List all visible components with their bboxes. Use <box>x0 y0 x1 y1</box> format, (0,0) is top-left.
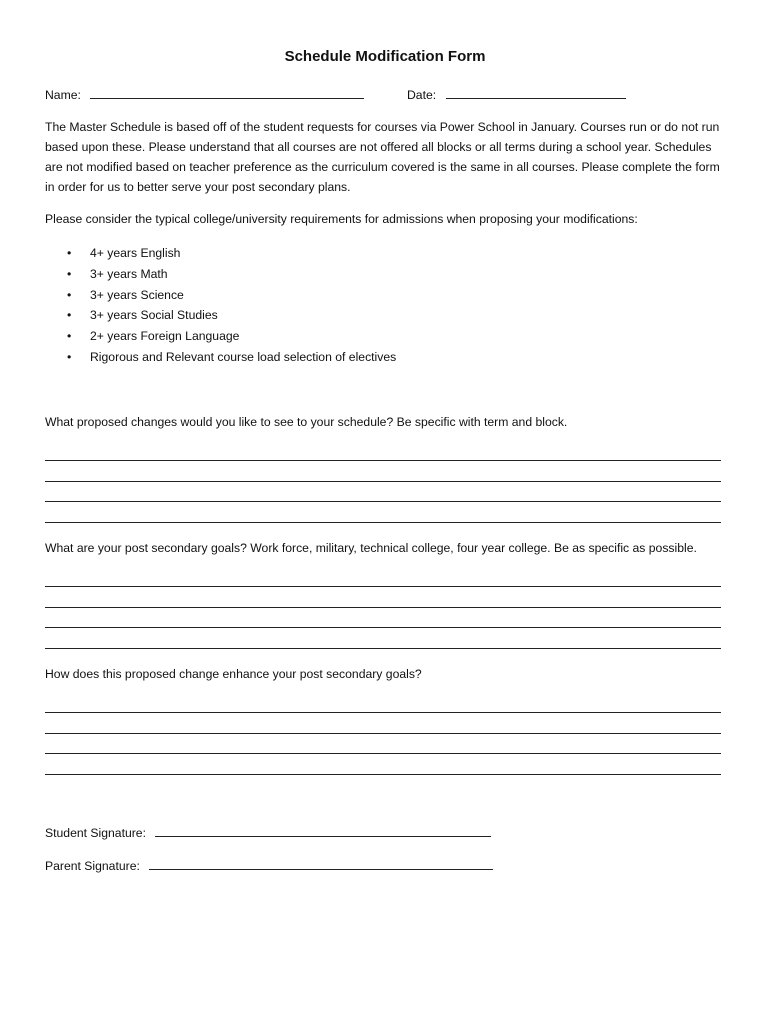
date-label: Date: <box>407 88 437 102</box>
form-title: Schedule Modification Form <box>284 48 486 65</box>
question-3: How does this proposed change enhance your post secondary goals? <box>45 667 422 681</box>
answer-1-line-2[interactable] <box>45 481 721 482</box>
answer-3-line-4[interactable] <box>45 774 721 775</box>
answer-1-line-1[interactable] <box>45 460 721 461</box>
parent-signature-row <box>45 857 493 873</box>
student-signature-field[interactable] <box>155 824 491 837</box>
list-item: • Rigorous and Relevant course load selection of electives <box>45 347 396 368</box>
list-item: • 4+ years English <box>45 243 396 264</box>
name-field[interactable] <box>90 86 364 99</box>
answer-1-line-4[interactable] <box>45 522 721 523</box>
requirements-list <box>45 243 396 368</box>
student-signature-row <box>45 824 491 840</box>
answer-3-line-2[interactable] <box>45 733 721 734</box>
bullet-icon: • <box>67 329 72 344</box>
question-2: What are your post secondary goals? Work force, military, technical college, four year college. Be as specific as possible. <box>45 541 697 555</box>
answer-3-line-1[interactable] <box>45 712 721 713</box>
list-item: • 3+ years Science <box>45 285 396 306</box>
name-field-row <box>45 86 364 102</box>
date-field[interactable] <box>446 86 626 99</box>
list-item: • 3+ years Math <box>45 264 396 285</box>
name-label: Name: <box>45 88 81 102</box>
answer-2-line-4[interactable] <box>45 648 721 649</box>
intro-paragraph: The Master Schedule is based off of the student requests for courses via Power School in January. Courses run or do not run based upon these. Please understand that all courses are not offered all blocks or all terms during a school year. Schedules are not modified based on teacher preference as the curriculum covered is the same in all courses. Please complete the form in order for us to better serve your post secondary plans. <box>45 120 720 194</box>
bullet-icon: • <box>67 349 72 364</box>
list-item: • 3+ years Social Studies <box>45 305 396 326</box>
bullet-icon: • <box>67 246 72 260</box>
answer-1-line-3[interactable] <box>45 501 721 502</box>
bullet-icon: • <box>67 308 72 323</box>
student-signature-label: Student Signature: <box>45 826 146 840</box>
answer-3-line-3[interactable] <box>45 753 721 754</box>
list-item: • 2+ years Foreign Language <box>45 326 396 347</box>
parent-signature-label: Parent Signature: <box>45 859 140 873</box>
answer-2-line-3[interactable] <box>45 627 721 628</box>
date-field-row <box>407 86 626 102</box>
parent-signature-field[interactable] <box>149 857 493 870</box>
answer-2-line-2[interactable] <box>45 607 721 608</box>
bullet-icon: • <box>67 287 72 302</box>
answer-2-line-1[interactable] <box>45 586 721 587</box>
consider-paragraph: Please consider the typical college/university requirements for admissions when proposing your modifications: <box>45 212 638 226</box>
bullet-icon: • <box>67 266 72 281</box>
question-1: What proposed changes would you like to see to your schedule? Be specific with term and block. <box>45 415 568 429</box>
